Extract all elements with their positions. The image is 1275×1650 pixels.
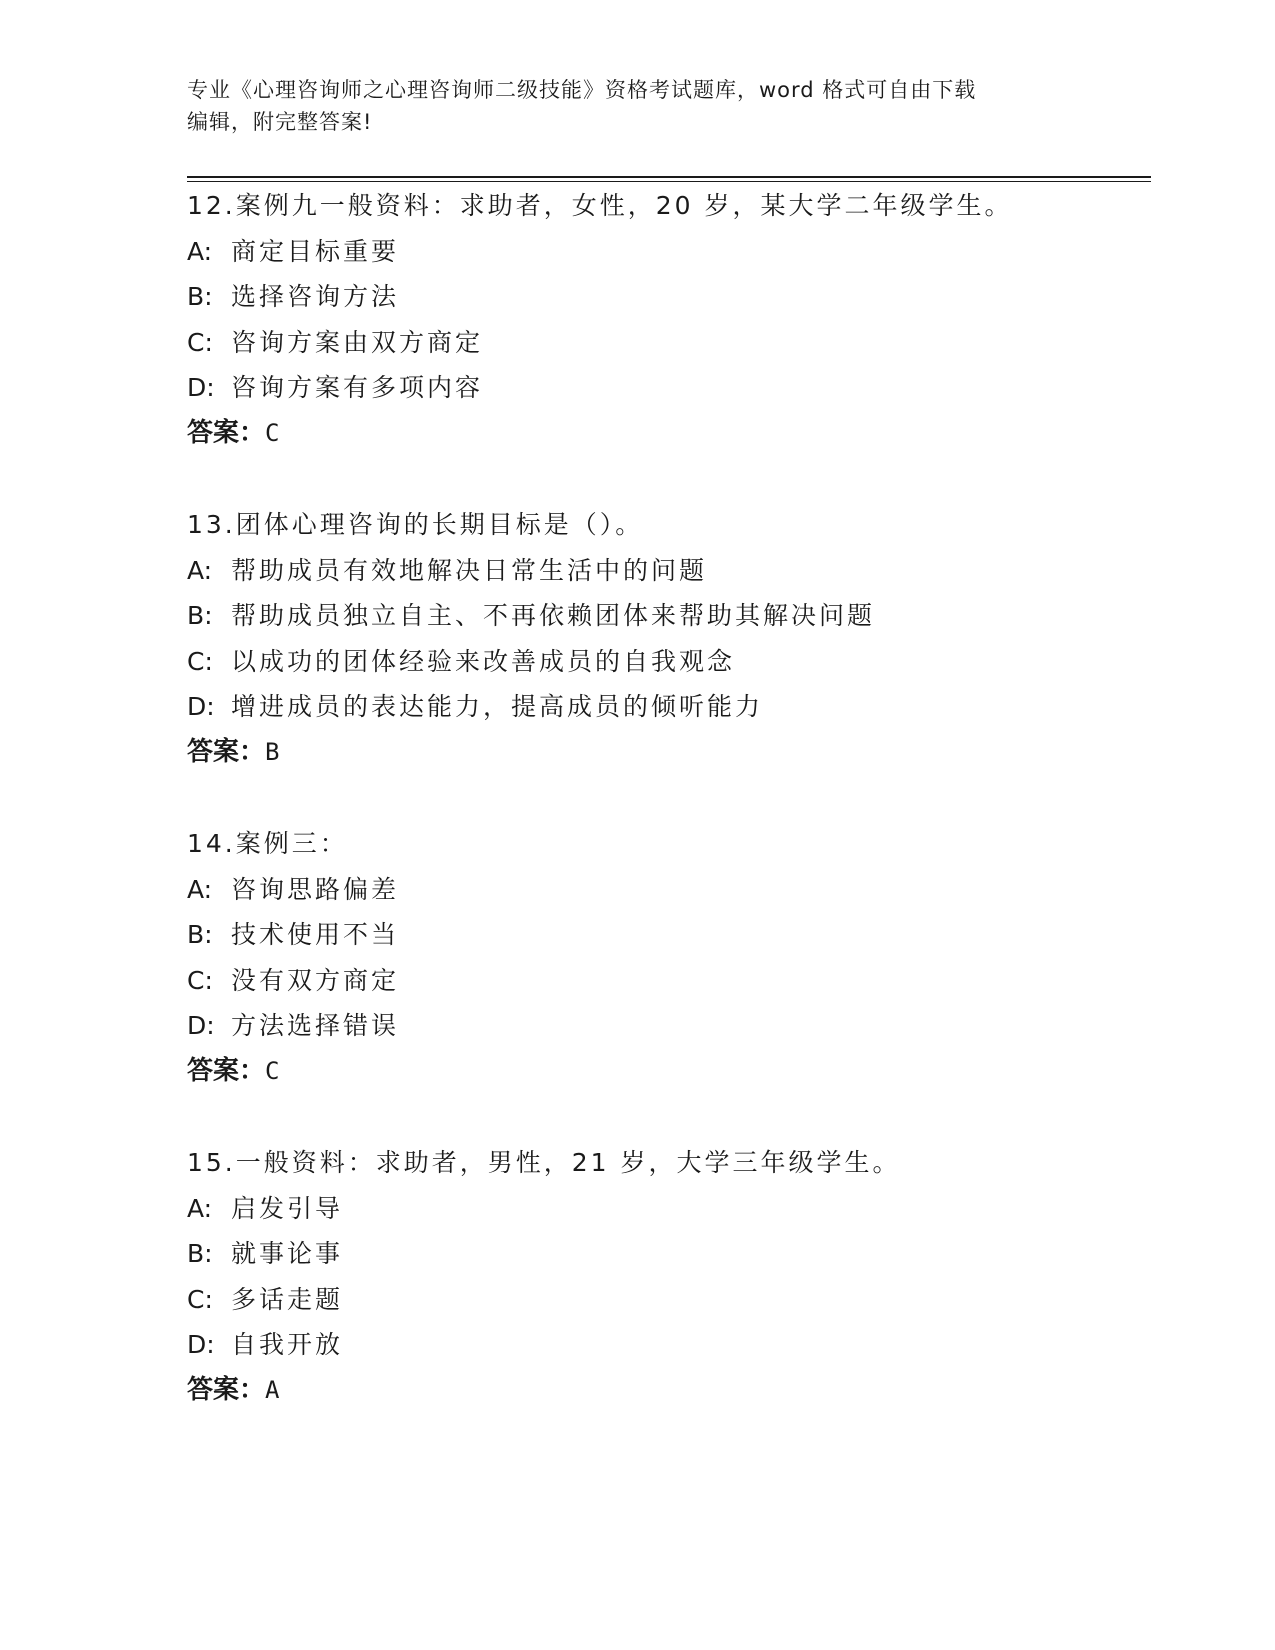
- answer-value: B: [265, 737, 280, 766]
- option-letter: B:: [187, 601, 213, 630]
- question-stem: 14.案例三：: [187, 829, 348, 858]
- answer-label: 答案：: [187, 1374, 266, 1405]
- answer-value: C: [265, 418, 280, 447]
- option-c: [187, 958, 1147, 1004]
- option-d: [187, 684, 1147, 730]
- answer-label: 答案：: [187, 1055, 266, 1086]
- option-d: [187, 1003, 1147, 1049]
- answer-label: 答案：: [187, 417, 266, 448]
- option-letter: D:: [187, 1330, 215, 1359]
- answer-value: A: [265, 1375, 280, 1404]
- option-letter: D:: [187, 692, 215, 721]
- option-letter: C:: [187, 965, 213, 995]
- option-b: [187, 593, 1147, 639]
- header-line-1: 专业《心理咨询师之心理咨询师二级技能》资格考试题库，word 格式可自由下载: [187, 78, 977, 102]
- option-letter: A:: [187, 555, 213, 585]
- option-b: [187, 274, 1147, 320]
- option-text: 方法选择错误: [231, 1011, 400, 1040]
- option-text: 咨询方案由双方商定: [231, 327, 484, 357]
- option-letter: A:: [187, 236, 213, 266]
- option-b: [187, 1231, 1147, 1277]
- answer-line: [187, 1049, 1147, 1095]
- option-letter: D:: [187, 373, 215, 402]
- answer-label: 答案：: [187, 736, 266, 767]
- option-letter: B:: [187, 1239, 213, 1268]
- option-d: [187, 365, 1147, 411]
- option-text: 选择咨询方法: [231, 282, 400, 311]
- option-text: 咨询方案有多项内容: [231, 373, 484, 402]
- option-text: 以成功的团体经验来改善成员的自我观念: [231, 646, 736, 676]
- option-text: 就事论事: [231, 1239, 344, 1268]
- option-letter: C:: [187, 646, 213, 676]
- option-a: [187, 867, 1147, 913]
- option-letter: C:: [187, 327, 213, 357]
- question-stem: 15.一般资料：求助者，男性，21 岁，大学三年级学生。: [187, 1148, 901, 1177]
- option-a: [187, 229, 1147, 275]
- question-stem: 13.团体心理咨询的长期目标是（）。: [187, 510, 644, 539]
- option-text: 帮助成员独立自主、不再依赖团体来帮助其解决问题: [231, 601, 876, 630]
- option-text: 帮助成员有效地解决日常生活中的问题: [231, 555, 708, 585]
- option-c: [187, 1277, 1147, 1323]
- option-text: 多话走题: [231, 1284, 344, 1314]
- option-a: [187, 548, 1147, 594]
- option-b: [187, 912, 1147, 958]
- option-d: [187, 1322, 1147, 1368]
- option-text: 自我开放: [231, 1330, 344, 1359]
- option-letter: B:: [187, 920, 213, 949]
- option-text: 没有双方商定: [231, 965, 400, 995]
- answer-line: [187, 730, 1147, 776]
- question-stem: 12.案例九一般资料：求助者，女性，20 岁，某大学二年级学生。: [187, 191, 1013, 220]
- option-letter: A:: [187, 1193, 213, 1223]
- option-a: [187, 1186, 1147, 1232]
- document-header: [187, 74, 1087, 138]
- question-13: [187, 502, 1147, 775]
- option-text: 商定目标重要: [231, 236, 400, 266]
- option-letter: D:: [187, 1011, 215, 1040]
- option-letter: C:: [187, 1284, 213, 1314]
- header-divider-thin: [187, 181, 1151, 182]
- header-divider-thick: [187, 176, 1151, 178]
- question-15: [187, 1140, 1147, 1413]
- option-c: [187, 320, 1147, 366]
- question-14: [187, 821, 1147, 1094]
- answer-line: [187, 1368, 1147, 1414]
- option-text: 增进成员的表达能力，提高成员的倾听能力: [231, 692, 764, 721]
- option-text: 咨询思路偏差: [231, 874, 400, 904]
- header-line-2: 编辑，附完整答案!: [187, 110, 373, 134]
- option-letter: B:: [187, 282, 213, 311]
- option-letter: A:: [187, 874, 213, 904]
- option-text: 启发引导: [231, 1193, 344, 1223]
- answer-value: C: [265, 1056, 280, 1085]
- option-c: [187, 639, 1147, 685]
- question-12: [187, 183, 1147, 456]
- option-text: 技术使用不当: [231, 920, 400, 949]
- answer-line: [187, 411, 1147, 457]
